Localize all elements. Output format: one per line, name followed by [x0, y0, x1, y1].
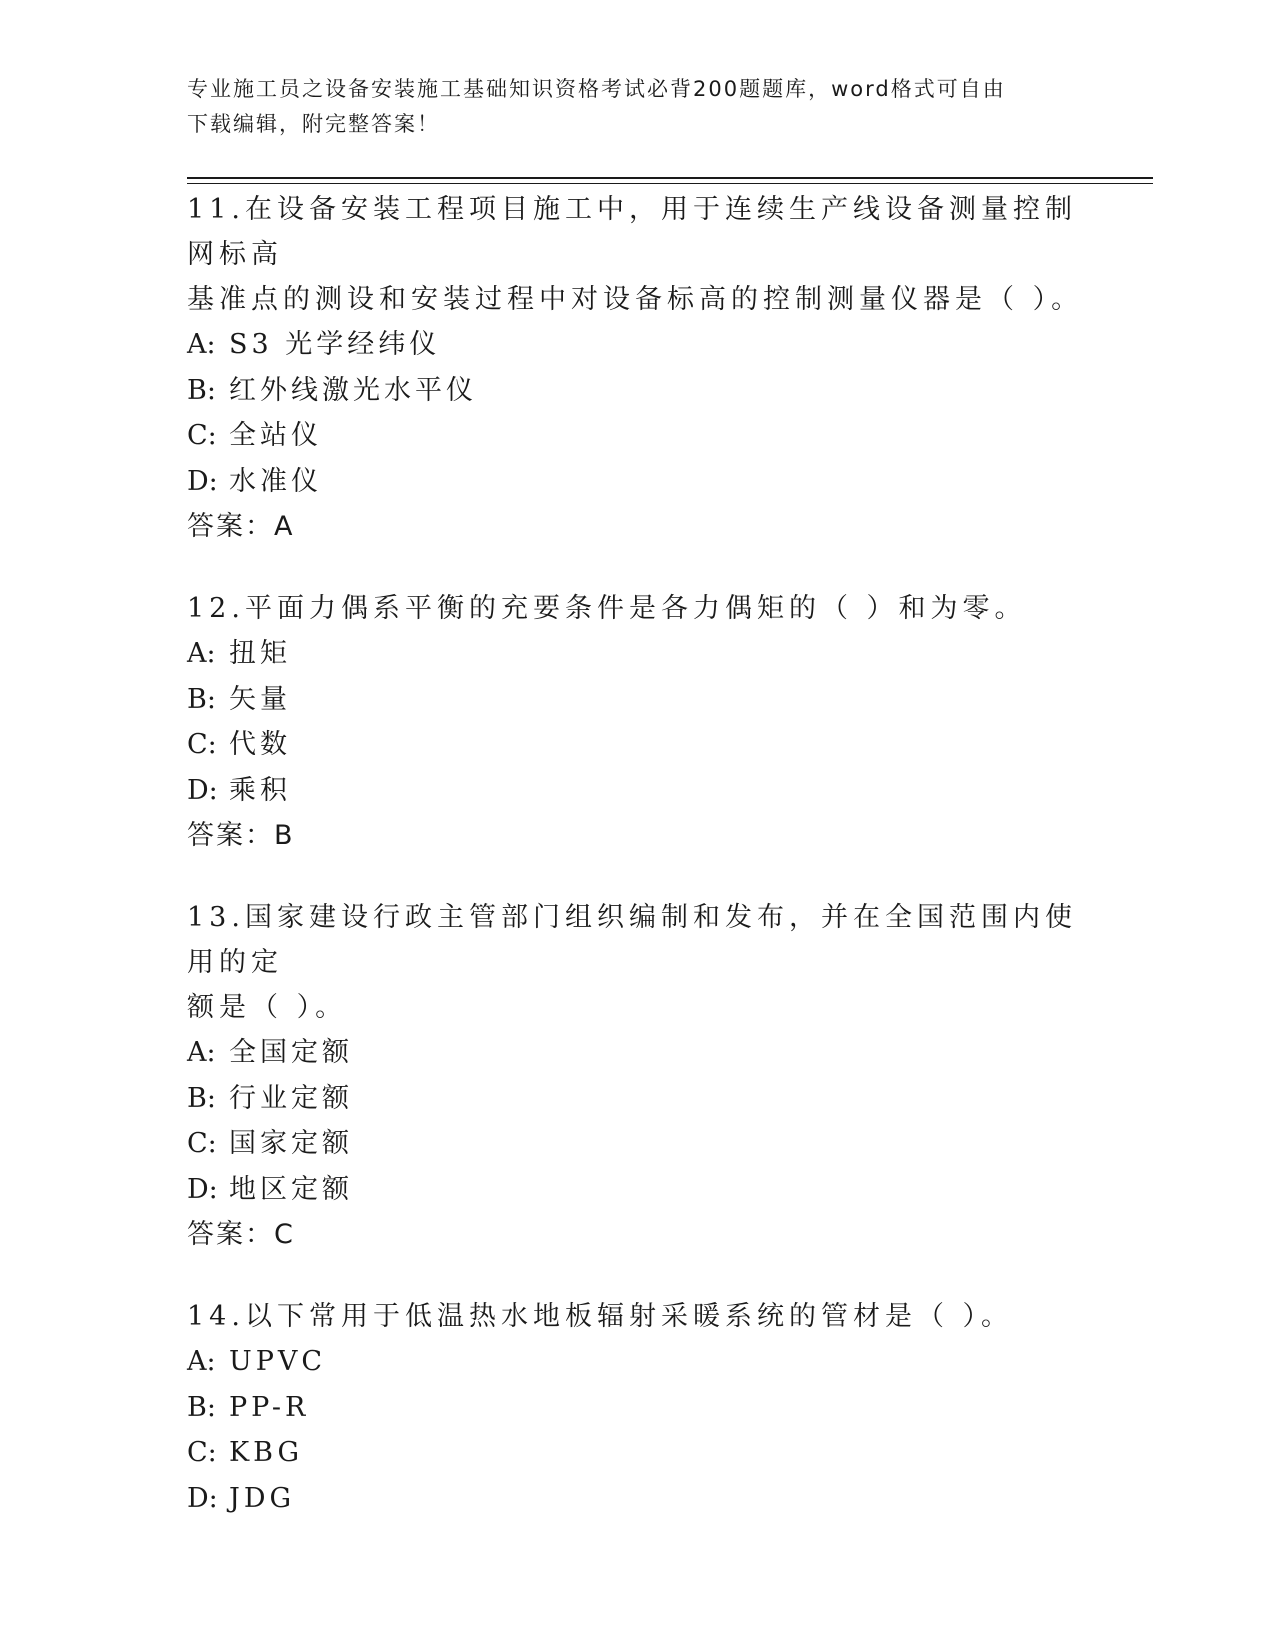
question-14 — [187, 1294, 1087, 1521]
answer-line: 答案：C — [187, 1219, 295, 1250]
answer-line: 答案：B — [187, 820, 295, 851]
question-stem — [187, 187, 1087, 322]
option-text: 全站仪 — [229, 420, 322, 451]
question-stem-line: 11.在设备安装工程项目施工中，用于连续生产线设备测量控制网标高 — [187, 194, 1077, 270]
option-text: KBG — [229, 1437, 304, 1468]
option-label: A: — [187, 1037, 216, 1068]
question-stem — [187, 1294, 1087, 1339]
question-11 — [187, 187, 1087, 549]
header-divider-top — [187, 177, 1153, 179]
option-text: 红外线激光水平仪 — [229, 374, 477, 406]
option-text: 乘积 — [229, 774, 291, 806]
option-a — [187, 1030, 1087, 1076]
question-stem-line: 额是（ ）。 — [187, 992, 348, 1023]
option-c — [187, 1430, 1087, 1476]
option-label: C: — [187, 420, 217, 451]
option-label: A: — [187, 638, 216, 669]
option-text: UPVC — [229, 1346, 327, 1377]
option-text: JDG — [229, 1482, 296, 1514]
option-d — [187, 768, 1087, 814]
option-text: 水准仪 — [229, 465, 322, 497]
option-c — [187, 413, 1087, 459]
option-text: 全国定额 — [229, 1037, 353, 1068]
option-d — [187, 1476, 1087, 1522]
option-label: D: — [187, 465, 218, 497]
option-label: B: — [187, 1082, 216, 1114]
question-12 — [187, 586, 1087, 858]
option-text: 地区定额 — [229, 1173, 353, 1205]
option-d — [187, 1167, 1087, 1213]
option-c — [187, 722, 1087, 768]
option-b — [187, 368, 1087, 414]
option-text: PP-R — [229, 1391, 310, 1423]
header-divider-bottom — [187, 183, 1153, 184]
option-text: 行业定额 — [229, 1082, 353, 1114]
option-label: B: — [187, 683, 216, 715]
question-stem-line: 基准点的测设和安装过程中对设备标高的控制测量仪器是（ ）。 — [187, 284, 1084, 315]
question-stem-line: 13.国家建设行政主管部门组织编制和发布，并在全国范围内使用的定 — [187, 902, 1077, 978]
question-stem — [187, 895, 1087, 1030]
option-label: D: — [187, 1173, 218, 1205]
option-label: C: — [187, 1128, 217, 1159]
option-text: 代数 — [229, 729, 291, 760]
header-line-1: 专业施工员之设备安装施工基础知识资格考试必背200题题库，word格式可自由 — [187, 77, 1006, 101]
option-b — [187, 677, 1087, 723]
question-stem — [187, 586, 1087, 631]
option-b — [187, 1076, 1087, 1122]
option-a — [187, 1339, 1087, 1385]
option-label: D: — [187, 774, 218, 806]
option-text: 扭矩 — [229, 638, 291, 669]
question-stem-line: 14.以下常用于低温热水地板辐射采暖系统的管材是（ ）。 — [187, 1301, 1014, 1332]
option-label: A: — [187, 329, 216, 360]
option-label: A: — [187, 1346, 216, 1377]
option-label: B: — [187, 1391, 216, 1423]
option-label: B: — [187, 374, 216, 406]
option-label: C: — [187, 729, 217, 760]
option-text: 矢量 — [229, 683, 291, 715]
header-line-2: 下载编辑，附完整答案！ — [187, 112, 440, 136]
option-a — [187, 631, 1087, 677]
question-list — [187, 187, 1087, 1558]
option-a — [187, 322, 1087, 368]
question-stem-line: 12.平面力偶系平衡的充要条件是各力偶矩的（ ）和为零。 — [187, 593, 1027, 624]
option-text: S3 光学经纬仪 — [229, 329, 441, 360]
answer-line: 答案：A — [187, 511, 295, 542]
option-label: D: — [187, 1482, 218, 1514]
option-label: C: — [187, 1437, 217, 1468]
option-d — [187, 459, 1087, 505]
option-c — [187, 1121, 1087, 1167]
question-13 — [187, 895, 1087, 1257]
document-header — [187, 72, 1087, 142]
option-b — [187, 1385, 1087, 1431]
option-text: 国家定额 — [229, 1128, 353, 1159]
